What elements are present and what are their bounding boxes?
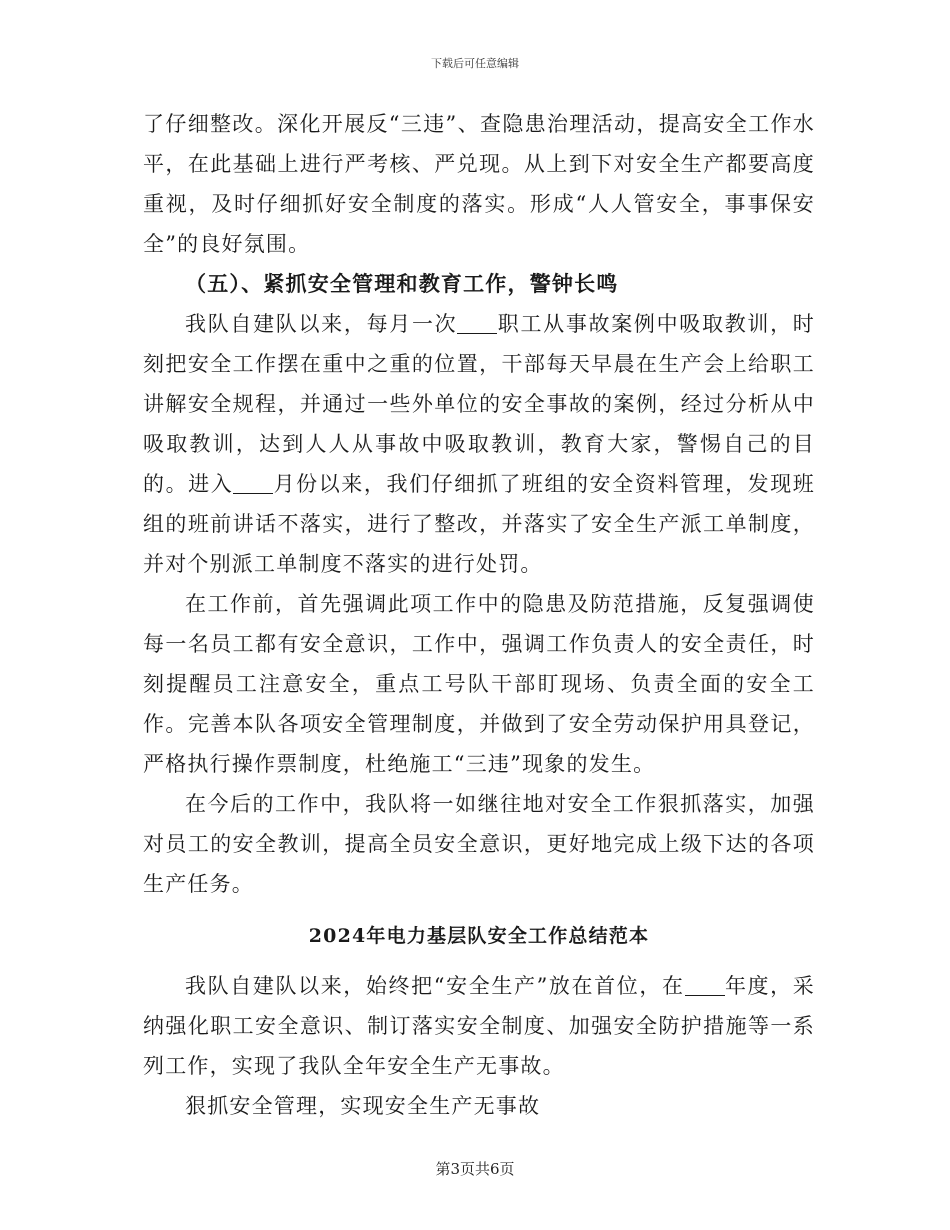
document-body bbox=[143, 104, 815, 1126]
paragraph-text: 我队自建队以来，每月一次 bbox=[185, 312, 458, 336]
document-title: 2024年电力基层队安全工作总结范本 bbox=[308, 925, 650, 947]
fill-in-blank bbox=[233, 472, 273, 494]
section-heading: （五）、紧抓安全管理和教育工作，警钟长鸣 bbox=[185, 271, 619, 296]
paragraph-text: 月份以来，我们仔细抓了班组的安全资料管理，发现班组的班前讲话不落实，进行了整改，并落实了安全生产派工单制度，并对个别派工单制度不落实的进行处罚。 bbox=[143, 472, 815, 576]
page-header-note: 下载后可任意编辑 bbox=[431, 57, 519, 70]
paragraph bbox=[143, 304, 815, 584]
paragraph-text: 职工从事故案例中吸取教训，时刻把安全工作摆在重中之重的位置，干部每天早晨在生产会上给职工讲解安全规程，并通过一些外单位的安全事故的案例，经过分析从中吸取教训，达到人人从事故中吸取教训，教育大家，警惕自己的目的。进入 bbox=[143, 312, 815, 496]
paragraph bbox=[143, 966, 815, 1086]
paragraph-text: 我队自建队以来，始终把“安全生产”放在首位，在 bbox=[185, 974, 685, 998]
paragraph-text: 年度，采纳强化职工安全意识、制订落实安全制度、加强安全防护措施等一系列工作，实现了我队全年安全生产无事故。 bbox=[143, 974, 815, 1078]
fill-in-blank bbox=[685, 974, 725, 996]
page-number: 第3页共6页 bbox=[435, 1160, 515, 1178]
paragraph: 在工作前，首先强调此项工作中的隐患及防范措施，反复强调使每一名员工都有安全意识，工作中，强调工作负责人的安全责任，时刻提醒员工注意安全，重点工号队干部盯现场、负责全面的安全工作。完善本队各项安全管理制度，并做到了安全劳动保护用具登记，严格执行操作票制度，杜绝施工“三违”现象的发生。 bbox=[143, 592, 815, 776]
paragraph: 狠抓安全管理，实现安全生产无事故 bbox=[185, 1094, 541, 1118]
paragraph: 在今后的工作中，我队将一如继往地对安全工作狠抓落实，加强对员工的安全教训，提高全员安全意识，更好地完成上级下达的各项生产任务。 bbox=[143, 792, 815, 896]
paragraph: 了仔细整改。深化开展反“三违”、查隐患治理活动，提高安全工作水平，在此基础上进行严考核、严兑现。从上到下对安全生产都要高度重视，及时仔细抓好安全制度的落实。形成“人人管安全，事事保安全”的良好氛围。 bbox=[143, 112, 815, 256]
fill-in-blank bbox=[457, 312, 497, 334]
